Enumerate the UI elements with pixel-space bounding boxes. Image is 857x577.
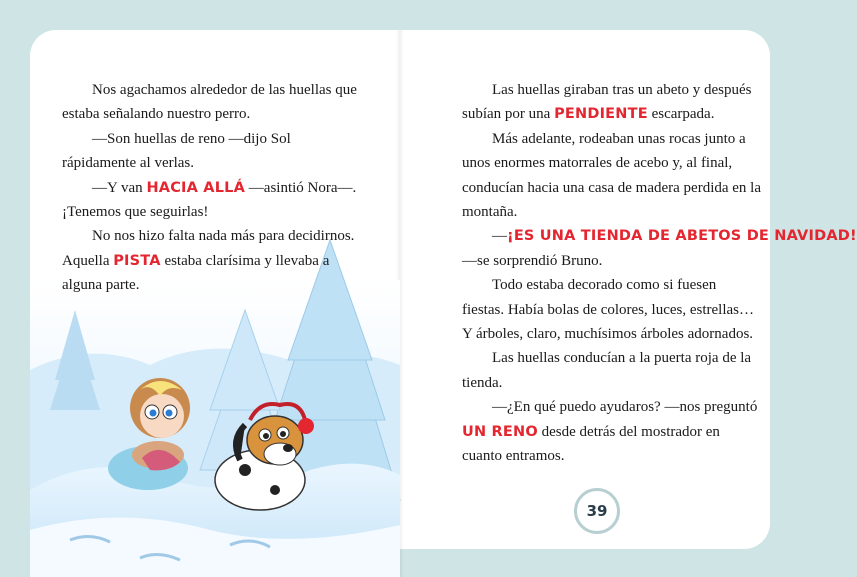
left-page-text <box>62 78 362 298</box>
paragraph: —Y van HACIA ALLÁ —asintió Nora—. ¡Tenemos que seguirlas! <box>62 179 357 221</box>
right-page-text <box>462 78 857 469</box>
paragraph: Todo estaba decorado como si fuesen fiestas. Había bolas de colores, luces, estrellas… Y árboles, claro, muchísimos árboles adornados. <box>462 277 754 343</box>
highlight-word: UN RENO <box>462 423 538 440</box>
highlight-word: PENDIENTE <box>554 106 648 123</box>
highlight-phrase: ¡ES UNA TIENDA DE ABETOS DE NAVIDAD! <box>507 228 857 245</box>
paragraph: Las huellas giraban tras un abeto y después subían por una PENDIENTE escarpada. <box>462 82 752 123</box>
highlight-word: HACIA ALLÁ <box>146 179 246 196</box>
paragraph: —Son huellas de reno —dijo Sol rápidamente al verlas. <box>62 130 291 172</box>
paragraph: No nos hizo falta nada más para decidirnos. Aquella PISTA estaba clarísima y llevaba a alguna parte. <box>62 228 355 294</box>
highlight-word: PISTA <box>113 252 161 269</box>
paragraph: Nos agachamos alrededor de las huellas que estaba señalando nuestro perro. <box>62 82 357 123</box>
page-number: 39 <box>574 488 620 534</box>
paragraph: —¡ES UNA TIENDA DE ABETOS DE NAVIDAD! <box>492 228 857 245</box>
paragraph: Más adelante, rodeaban unas rocas junto a unos enormes matorrales de acebo y, al final, conducían hacia una casa de madera perdida en la montaña. <box>462 130 762 221</box>
paragraph: Las huellas conducían a la puerta roja de la tienda. <box>462 350 752 391</box>
paragraph: —se sorprendió Bruno. <box>462 252 603 269</box>
paragraph: —¿En qué puedo ayudaros? —nos preguntó UN RENO desde detrás del mostrador en cuanto entramos. <box>462 399 758 465</box>
